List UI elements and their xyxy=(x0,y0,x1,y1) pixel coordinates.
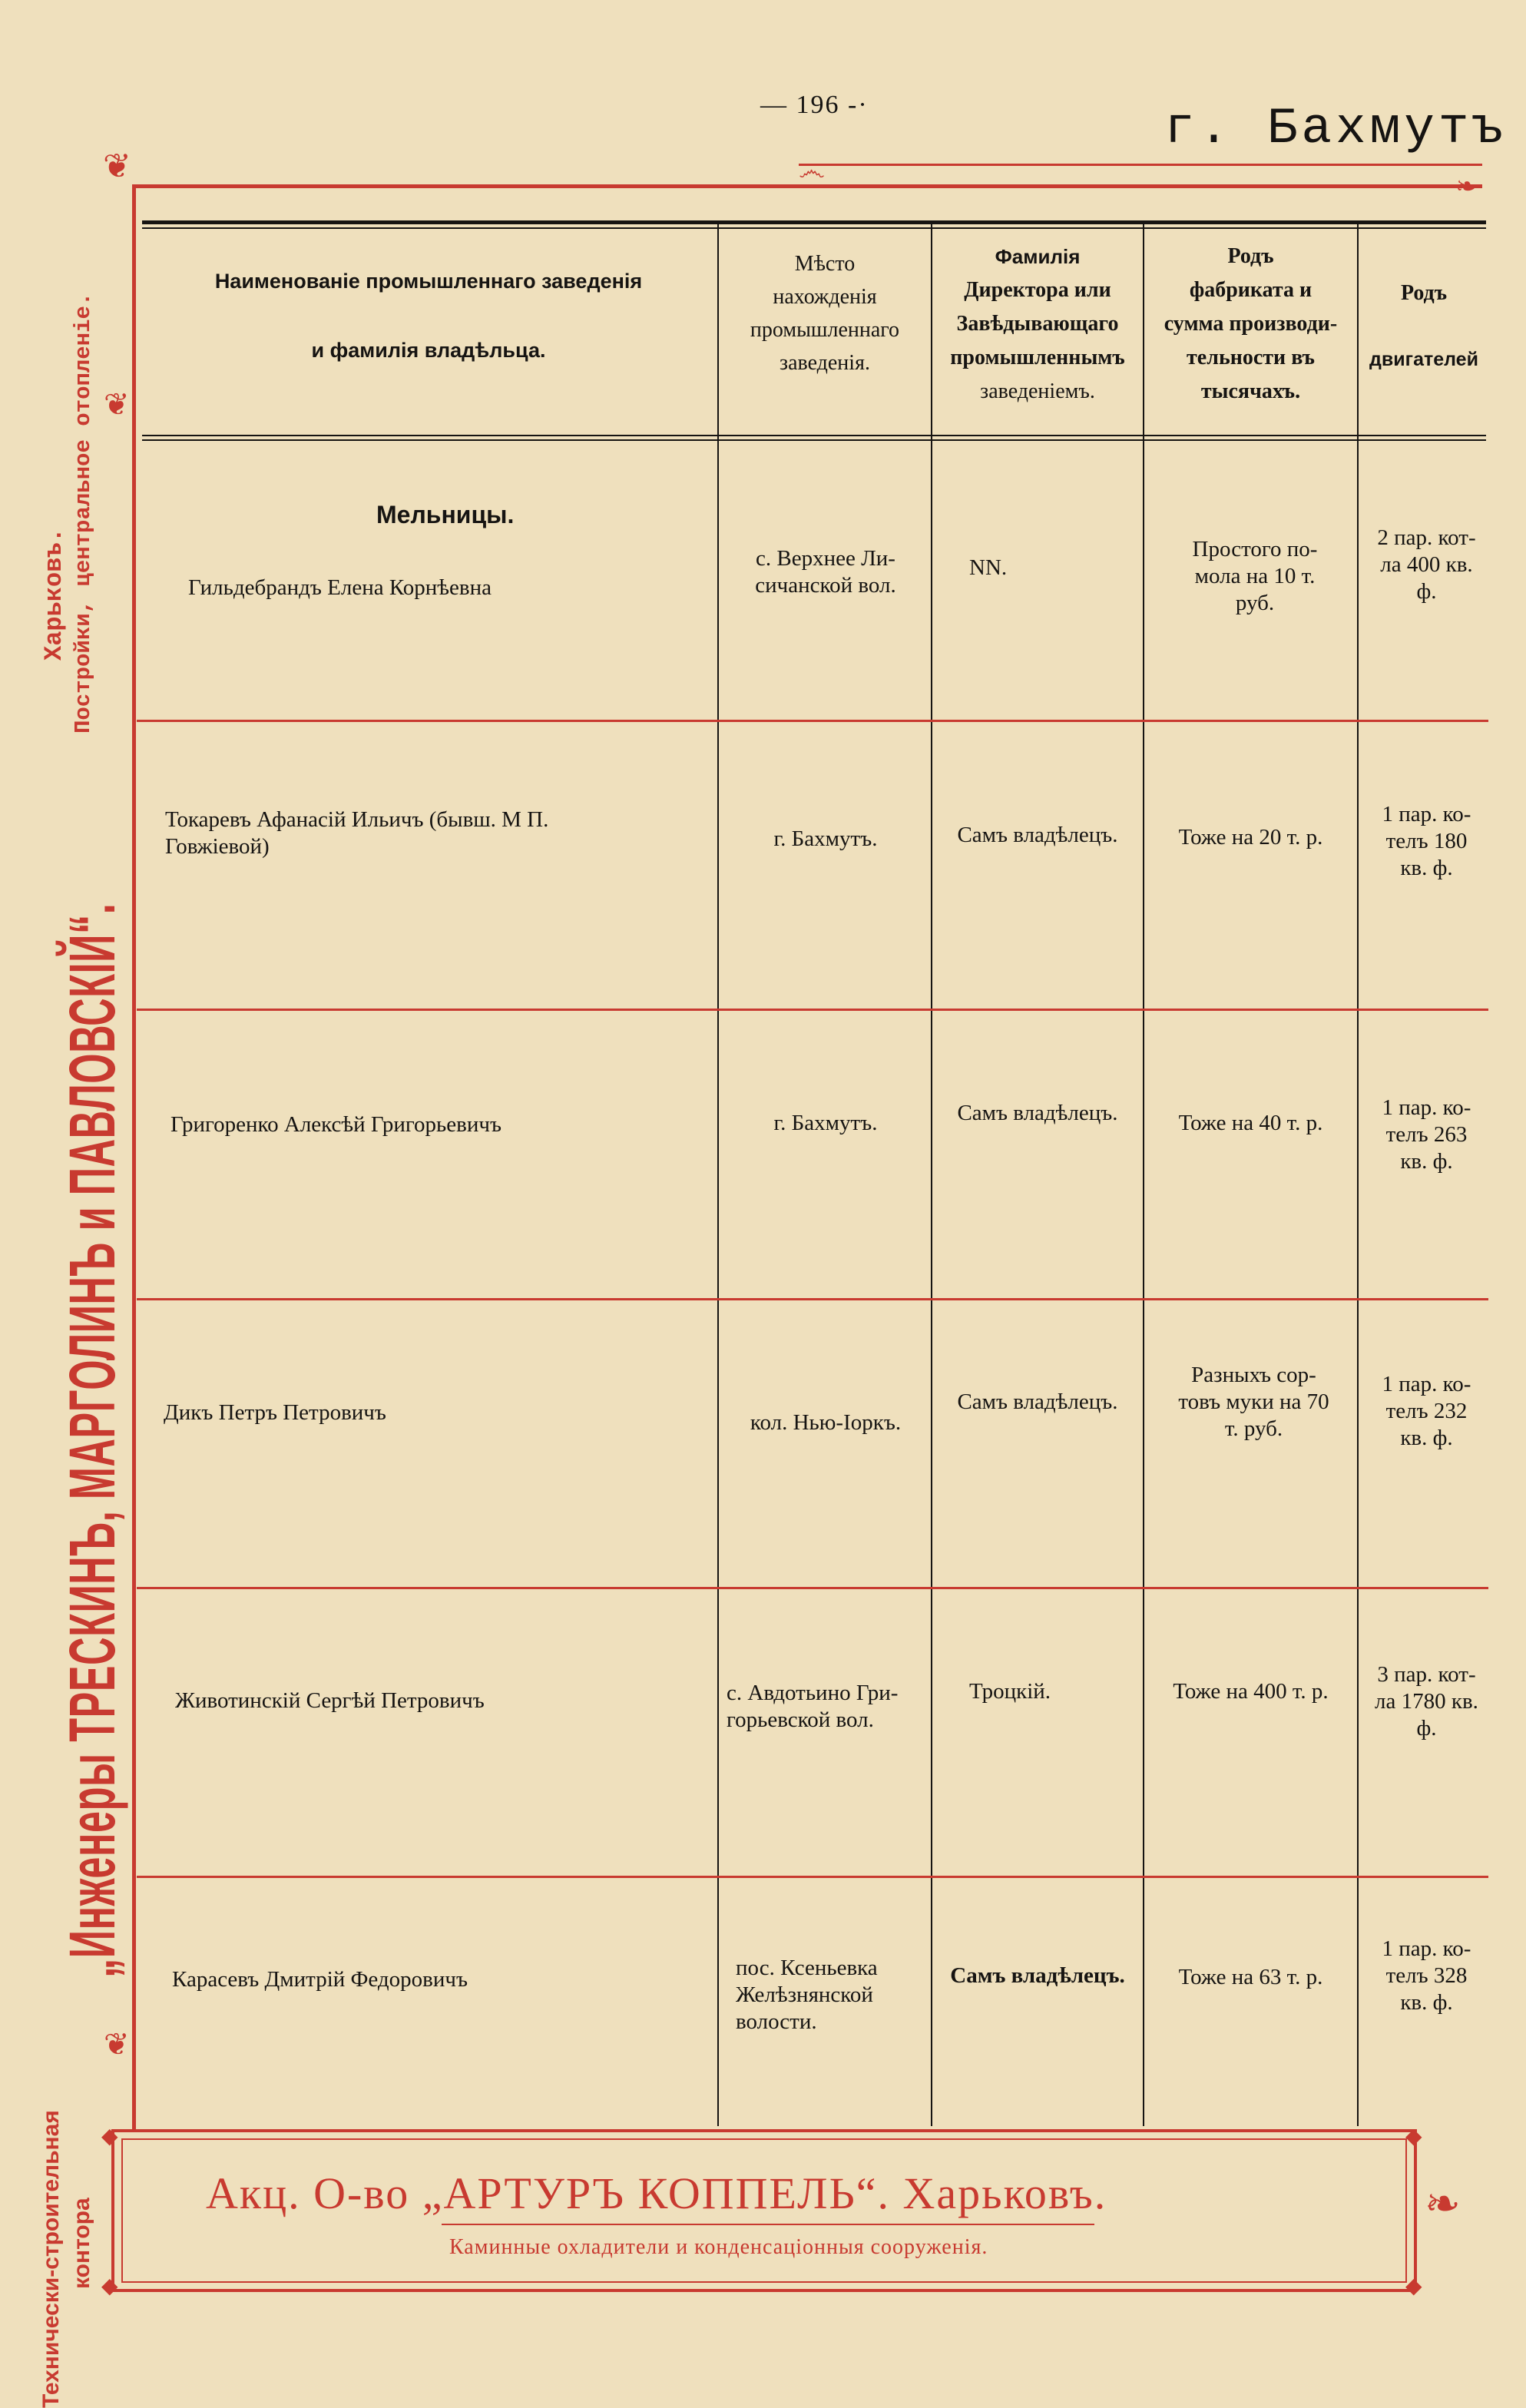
column-divider xyxy=(931,223,932,2126)
table-row-engine: 1 пар. ко- телъ 263 кв. ф. xyxy=(1382,1095,1471,1174)
table-row-name: Карасевъ Дмитрій Федоровичъ xyxy=(172,1967,468,1992)
table-row-place: кол. Нью-Іоркъ. xyxy=(750,1410,902,1435)
table-row-engine: 1 пар. ко- телъ 328 кв. ф. xyxy=(1382,1936,1471,2015)
side-ornament-bottom-icon: ❦ xyxy=(104,2027,130,2062)
side-ornament-top-icon: ❦ xyxy=(104,387,130,422)
table-row-engine: 2 пар. кот- ла 400 кв. ф. xyxy=(1377,525,1476,604)
left-red-rule xyxy=(132,184,136,2131)
ad-corner-icon: ◆ xyxy=(101,2125,118,2148)
column-header-name: Наименованіе промышленнаго заведенія и фамилія владѣльца. xyxy=(214,270,643,362)
ad-company-name: Акц. О-во „АРТУРЪ КОППЕЛЬ“. Харьковъ. xyxy=(206,2168,1107,2218)
page-number: — 196 -· xyxy=(760,91,869,119)
column-divider xyxy=(1357,223,1359,2126)
scroll-ornament-icon: ෴ xyxy=(799,155,826,186)
table-row-product: Тоже на 63 т. р. xyxy=(1178,1965,1323,1989)
row-divider xyxy=(137,1876,1488,1878)
table-row-director: Самъ владѣлецъ. xyxy=(950,1963,1125,1988)
table-row-director: Самъ владѣлецъ. xyxy=(957,1101,1118,1125)
ad-corner-icon: ◆ xyxy=(1405,2274,1422,2298)
ad-corner-icon: ◆ xyxy=(101,2274,118,2298)
table-row-director: NN. xyxy=(969,555,1008,580)
top-red-rule-upper xyxy=(799,164,1482,166)
column-header-product: Родъ фабриката и сумма производи- тельности въ тысячахъ. xyxy=(1164,244,1338,403)
section-title: Мельницы. xyxy=(376,501,515,528)
table-row-product: Разныхъ сор- товъ муки на 70 т. руб. xyxy=(1178,1363,1329,1441)
ad-subtitle: Каминные охладители и конденсаціонныя сооруженія. xyxy=(449,2235,988,2259)
table-row-place: с. Авдотьино Гри- горьевской вол. xyxy=(727,1681,899,1732)
table-row-place: пос. Ксеньевка Желѣзнянской волости. xyxy=(736,1956,878,2034)
table-top-rule-thin xyxy=(142,227,1486,229)
ad-scroll-icon: ❧ xyxy=(1425,2181,1461,2228)
row-divider xyxy=(137,1009,1488,1011)
row-divider xyxy=(137,1298,1488,1300)
table-row-director: Троцкій. xyxy=(969,1679,1051,1704)
row-divider xyxy=(137,720,1488,722)
table-row-name: Гильдебрандъ Елена Корнѣевна xyxy=(188,575,492,600)
right-ornament-icon: ❧ xyxy=(1455,173,1478,201)
table-row-engine: 1 пар. ко- телъ 232 кв. ф. xyxy=(1382,1372,1471,1450)
table-row-product: Простого по- мола на 10 т. руб. xyxy=(1192,537,1318,615)
table-row-director: Самъ владѣлецъ. xyxy=(957,1389,1118,1414)
column-divider xyxy=(717,223,719,2126)
table-row-product: Тоже на 400 т. р. xyxy=(1173,1679,1329,1704)
side-city: Харьковъ. xyxy=(40,528,68,661)
header-bottom-rule xyxy=(142,435,1486,436)
table-row-product: Тоже на 20 т. р. xyxy=(1178,825,1323,850)
table-row-place: г. Бахмутъ. xyxy=(773,826,878,851)
table-row-place: с. Верхнее Ли- сичанской вол. xyxy=(755,546,896,598)
table-row-name: Токаревъ Афанасій Ильичъ (бывш. М П. Говжіевой) xyxy=(165,807,549,859)
side-firm-name: „Инженеры ТРЕСКИНЪ, МАРГОЛИНЪ и ПАВЛОВСКІЙ“. xyxy=(56,903,128,1978)
row-divider xyxy=(137,1587,1488,1589)
table-row-place: г. Бахмутъ. xyxy=(773,1111,878,1135)
column-header-place: Мѣсто нахожденія промышленнаго заведенія. xyxy=(750,252,900,375)
table-row-name: Григоренко Алексѣй Григорьевичъ xyxy=(170,1112,501,1137)
side-services: Постройки, центральное отопленіе. xyxy=(71,292,96,734)
page-title: г. Бахмутъ xyxy=(1164,100,1508,157)
table-row-name: Дикъ Петръ Петровичъ xyxy=(164,1400,386,1425)
table-row-engine: 1 пар. ко- телъ 180 кв. ф. xyxy=(1382,802,1471,880)
table-row-engine: 3 пар. кот- ла 1780 кв. ф. xyxy=(1375,1662,1478,1741)
corner-ornament-icon: ❦ xyxy=(103,147,131,185)
table-row-product: Тоже на 40 т. р. xyxy=(1178,1111,1323,1135)
header-bottom-rule-thin xyxy=(142,439,1486,441)
side-office-line1: Технически-строительная xyxy=(38,2110,64,2408)
column-divider xyxy=(1143,223,1144,2126)
side-office-line2: контора xyxy=(69,2198,94,2289)
table-top-rule xyxy=(142,220,1486,224)
ad-corner-icon: ◆ xyxy=(1405,2125,1422,2148)
table-row-director: Самъ владѣлецъ. xyxy=(957,823,1118,847)
column-header-director: Фамилія Директора или Завѣдывающаго промышленнымъ заведеніемъ. xyxy=(950,245,1125,403)
column-header-engine: Родъ двигателей xyxy=(1369,281,1478,370)
table-row-name: Животинскій Сергѣй Петровичъ xyxy=(175,1688,485,1713)
ad-underline xyxy=(442,2224,1094,2225)
